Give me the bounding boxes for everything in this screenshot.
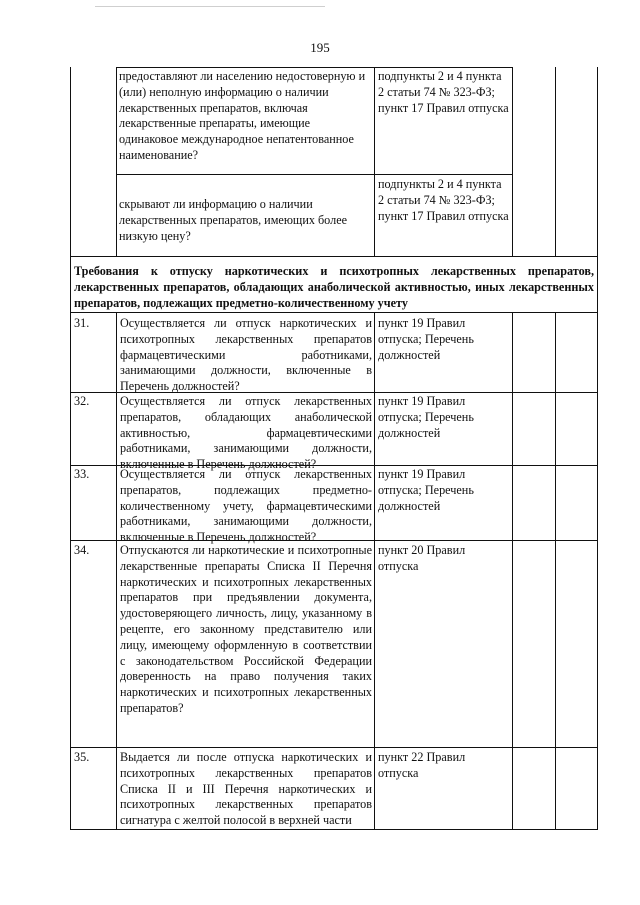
question-cell: Выдается ли после отпуска наркотических и психотропных лекарственных препаратов Списка II и III Перечня наркотических и психотропных лекарственных препаратов сигнатура с желтой полосой в верхней части [120,750,372,828]
reference-text: подпункты 2 и 4 пункта 2 статьи 74 № 323-ФЗ; пункт 17 Правил отпуска [378,177,509,223]
row-border [70,312,598,313]
column-border [597,256,598,312]
column-border [374,67,375,256]
question-cell: Осуществляется ли отпуск лекарственных препаратов, подлежащих предметно-количественному учету, фармацевтическими работниками, занимающими должности, включенные в Перечень должностей? [120,467,372,545]
column-border [70,256,71,312]
column-border [555,67,556,256]
reference-cell [378,177,510,255]
checklist-table [70,67,598,830]
page-number: 195 [310,40,330,55]
row-border [70,256,598,257]
row-number: 33. [74,467,90,481]
column-border [512,312,513,830]
reference-cell: пункт 22 Правил отпуска [378,750,466,780]
question-cell: Осуществляется ли отпуск наркотических и психотропных лекарственных препаратов фармацевтическими работниками, занимающими должности, включенные в Перечень должностей? [120,316,372,394]
column-border [116,67,117,256]
section-header: Требования к отпуску наркотических и психотропных лекарственных препаратов, лекарственных препаратов, обладающих анаболической активностью, иных лекарственных препаратов, подлежащих предметно-количественному учету [74,264,594,310]
column-border [512,67,513,256]
reference-cell [378,69,510,173]
row-border [70,747,598,748]
scan-artifact-line [95,6,325,7]
column-border [555,312,556,830]
row-border [116,67,512,68]
question-cell: Отпускаются ли наркотические и психотропные лекарственные препараты Списка II Перечня наркотических и психотропных лекарственных препаратов при предъявлении документа, удостоверяющего личность, лицу, указанному в рецепте, его законному представителю или лицу, имеющему оформленную в соответствии с законодательством Российской Федерации доверенность на право получения таких наркотических и психотропных лекарственных препаратов? [120,543,372,715]
row-number: 31. [74,316,90,330]
column-border [116,312,117,830]
column-border [70,312,71,830]
column-border [374,312,375,830]
reference-cell: пункт 20 Правил отпуска [378,543,466,573]
question-cell [119,69,371,173]
question-text: предоставляют ли населению недостоверную и (или) неполную информацию о наличии лекарственных препаратов, включая лекарственные препараты, имеющие одинаковое международное непатентованное наименование? [119,69,366,162]
column-border [597,312,598,830]
row-border [116,174,512,175]
row-border [70,829,598,830]
row-number: 32. [74,394,90,408]
question-cell [119,197,371,255]
reference-cell: пункт 19 Правил отпуска; Перечень должностей [378,316,474,362]
column-border [597,67,598,256]
reference-cell: пункт 19 Правил отпуска; Перечень должностей [378,394,474,440]
column-border [70,67,71,256]
reference-text: подпункты 2 и 4 пункта 2 статьи 74 № 323-ФЗ; пункт 17 Правил отпуска [378,69,509,115]
question-cell: Осуществляется ли отпуск лекарственных препаратов, обладающих анаболической активностью, фармацевтическими работниками, занимающими должности, включенные в Перечень должностей? [120,394,372,472]
question-text: скрывают ли информацию о наличии лекарственных препаратов, имеющих более низкую цену? [119,197,348,243]
reference-cell: пункт 19 Правил отпуска; Перечень должностей [378,467,474,513]
row-number: 35. [74,750,90,764]
row-number: 34. [74,543,90,557]
